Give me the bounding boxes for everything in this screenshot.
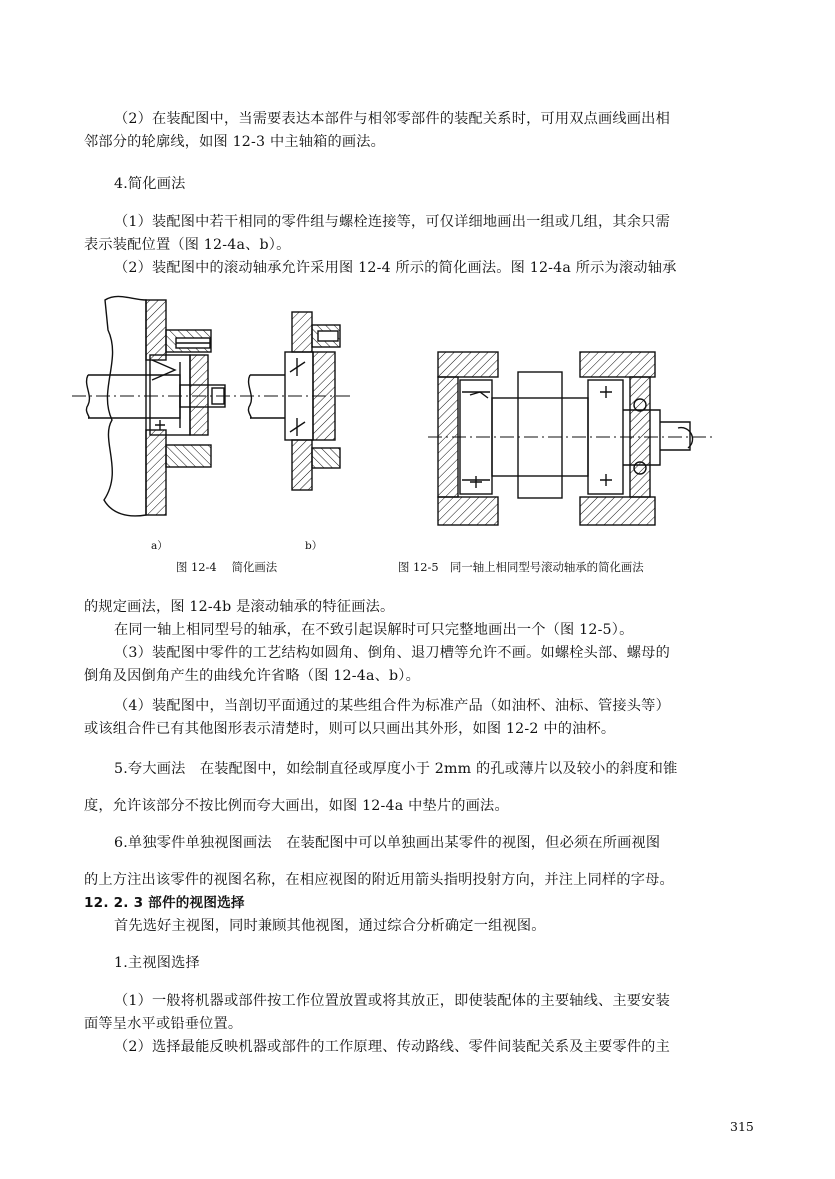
figure-12-4a-drawing <box>72 296 245 515</box>
figure-12-5-drawing <box>428 352 715 525</box>
para-bearing-drawing: 的规定画法，图 12-4b 是滚动轴承的特征画法。 <box>84 599 395 615</box>
figure-label-a: a） <box>151 540 168 552</box>
figure-label-b: b） <box>305 540 323 552</box>
page-number: 315 <box>730 1119 754 1134</box>
para-simplified-1: （1）装配图中若干相同的零件组与螺栓连接等，可仅详细地画出一组或几组，其余只需 <box>114 214 670 230</box>
para-exaggerated-drawing: 5.夸大画法 在装配图中，如绘制直径或厚度小于 2mm 的孔或薄片以及较小的斜度和锥 <box>114 761 678 777</box>
para-simplified-3-cont: 倒角及因倒角产生的曲线允许省略（图 12-4a、b）。 <box>84 668 420 684</box>
para-exaggerated-drawing-cont: 度，允许该部分不按比例而夸大画出，如图 12-4a 中垫片的画法。 <box>84 798 509 814</box>
caption-figure-12-5: 图 12-5 同一轴上相同型号滚动轴承的简化画法 <box>398 560 644 574</box>
heading-simplified-drawing: 4.简化画法 <box>114 176 186 192</box>
para-same-bearing: 在同一轴上相同型号的轴承，在不致引起误解时可只完整地画出一个（图 12-5）。 <box>114 622 634 638</box>
heading-main-view: 1.主视图选择 <box>114 955 200 971</box>
para-simplified-4-cont: 或该组合件已有其他图形表示清楚时，则可以只画出其外形，如图 12-2 中的油杯。 <box>84 721 616 737</box>
para-main-view-2: （2）选择最能反映机器或部件的工作原理、传动路线、零件间装配关系及主要零件的主 <box>114 1039 670 1055</box>
para-simplified-4: （4）装配图中，当剖切平面通过的某些组合件为标准产品（如油杯、油标、管接头等） <box>114 698 670 714</box>
para-simplified-3: （3）装配图中零件的工艺结构如圆角、倒角、退刀槽等允许不画。如螺栓头部、螺母的 <box>114 645 670 661</box>
section-heading-12-2-3: 12. 2. 3 部件的视图选择 <box>84 895 245 911</box>
para-single-part-view-cont: 的上方注出该零件的视图名称，在相应视图的附近用箭头指明投射方向，并注上同样的字母。 <box>84 872 674 888</box>
para-simplified-2: （2）装配图中的滚动轴承允许采用图 12-4 所示的简化画法。图 12-4a 所示为滚动轴承 <box>114 260 677 276</box>
figure-12-4b-drawing <box>240 312 350 490</box>
para-assembly-relation: （2）在装配图中，当需要表达本部件与相邻零部件的装配关系时，可用双点画线画出相 <box>114 111 670 127</box>
caption-figure-12-4: 图 12-4 简化画法 <box>176 560 278 574</box>
para-main-view-1-cont: 面等呈水平或铅垂位置。 <box>84 1016 243 1032</box>
para-simplified-1-cont: 表示装配位置（图 12-4a、b）。 <box>84 237 291 253</box>
para-view-selection-intro: 首先选好主视图，同时兼顾其他视图，通过综合分析确定一组视图。 <box>114 918 546 934</box>
para-main-view-1: （1）一般将机器或部件按工作位置放置或将其放正，即使装配体的主要轴线、主要安装 <box>114 993 670 1009</box>
para-assembly-relation-cont: 邻部分的轮廓线，如图 12-3 中主轴箱的画法。 <box>84 134 386 150</box>
para-single-part-view: 6.单独零件单独视图画法 在装配图中可以单独画出某零件的视图，但必须在所画视图 <box>114 835 661 851</box>
